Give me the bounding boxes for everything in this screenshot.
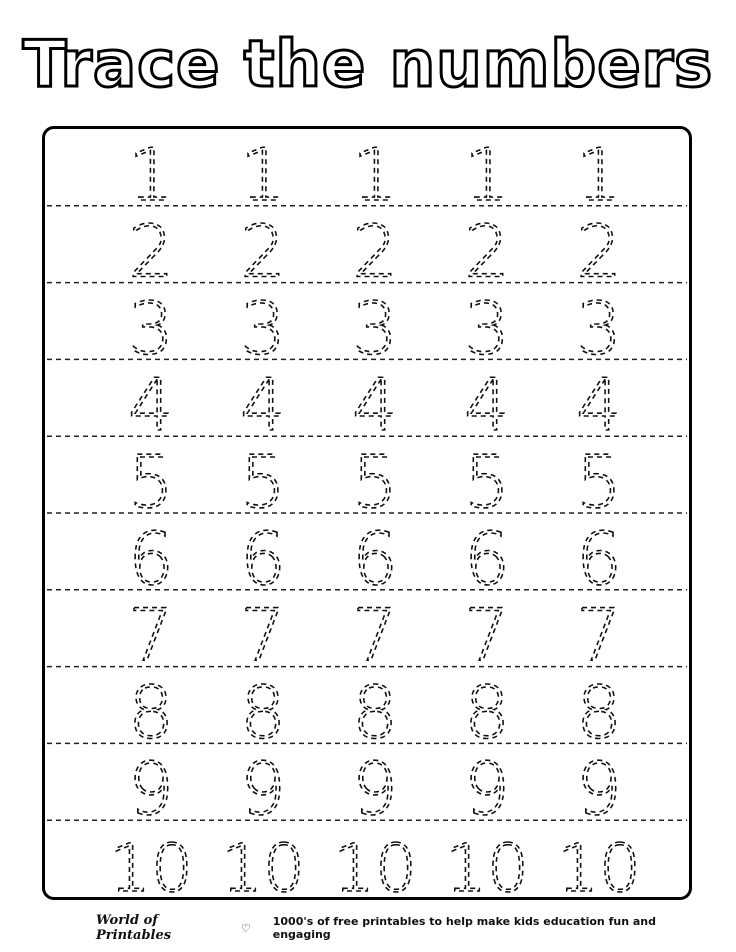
trace-digit-10: 10 [333, 830, 417, 897]
trace-digit-10: 10 [109, 830, 193, 897]
heart-icon: ♡ [240, 921, 251, 935]
tracing-row-5 [128, 440, 622, 524]
trace-digit-6: 6 [576, 516, 622, 601]
trace-digit-10: 10 [221, 830, 305, 897]
trace-digit-2: 2 [352, 209, 398, 294]
trace-digit-2: 2 [576, 209, 622, 294]
trace-digit-2: 2 [128, 209, 174, 294]
trace-digit-10: 10 [557, 830, 641, 897]
trace-digit-9: 9 [128, 747, 174, 832]
trace-digit-6: 6 [240, 516, 286, 601]
trace-digit-6: 6 [352, 516, 398, 601]
trace-digit-1: 1 [576, 132, 622, 217]
trace-digit-5: 5 [240, 440, 286, 524]
trace-digit-1: 1 [240, 132, 286, 217]
tracing-row-3 [128, 286, 622, 370]
trace-digit-7: 7 [240, 593, 286, 678]
trace-digit-10: 10 [445, 830, 529, 897]
brand-logo [96, 913, 251, 943]
tracing-row-1 [128, 133, 622, 217]
trace-digit-9: 9 [464, 747, 510, 832]
trace-digit-8: 8 [128, 670, 174, 755]
worksheet-title: Trace the numbers [22, 28, 714, 102]
tracing-row-8 [128, 670, 622, 754]
trace-digit-9: 9 [352, 747, 398, 832]
trace-digit-5: 5 [128, 440, 174, 524]
trace-digit-3: 3 [128, 286, 174, 371]
tracing-row-4 [128, 363, 622, 447]
trace-digit-7: 7 [576, 593, 622, 678]
trace-digit-8: 8 [240, 670, 286, 755]
tracing-row-6 [128, 517, 622, 601]
trace-digit-5: 5 [576, 440, 622, 524]
brand-name: World of Printables [96, 913, 172, 943]
trace-digit-9: 9 [240, 747, 286, 832]
tracing-row-2 [128, 210, 622, 294]
trace-digit-8: 8 [464, 670, 510, 755]
tracing-row-7 [128, 594, 622, 678]
trace-digit-7: 7 [464, 593, 510, 678]
footer [96, 913, 716, 943]
trace-digit-8: 8 [576, 670, 622, 755]
trace-digit-3: 3 [576, 286, 622, 371]
trace-digit-3: 3 [464, 286, 510, 371]
tracing-row-10 [109, 830, 641, 897]
trace-digit-3: 3 [240, 286, 286, 371]
tracing-grid [45, 129, 689, 897]
footer-tagline: 1000's of free printables to help make kids education fun and engaging [272, 915, 656, 941]
trace-digit-1: 1 [464, 132, 510, 217]
trace-digit-4: 4 [352, 363, 398, 448]
trace-digit-3: 3 [352, 286, 398, 371]
trace-digit-4: 4 [576, 363, 622, 448]
trace-digit-6: 6 [128, 516, 174, 601]
trace-digit-6: 6 [464, 516, 510, 601]
trace-digit-7: 7 [352, 593, 398, 678]
trace-digit-1: 1 [352, 132, 398, 217]
trace-digit-5: 5 [352, 440, 398, 524]
trace-digit-2: 2 [464, 209, 510, 294]
trace-digit-2: 2 [240, 209, 286, 294]
trace-digit-4: 4 [464, 363, 510, 448]
tracing-row-9 [128, 747, 622, 831]
trace-digit-4: 4 [128, 363, 174, 448]
trace-digit-1: 1 [128, 132, 174, 217]
trace-digit-4: 4 [240, 363, 286, 448]
trace-digit-9: 9 [576, 747, 622, 832]
trace-digit-8: 8 [352, 670, 398, 755]
tracing-sheet [42, 126, 692, 900]
trace-digit-5: 5 [464, 440, 510, 524]
trace-digit-7: 7 [128, 593, 174, 678]
